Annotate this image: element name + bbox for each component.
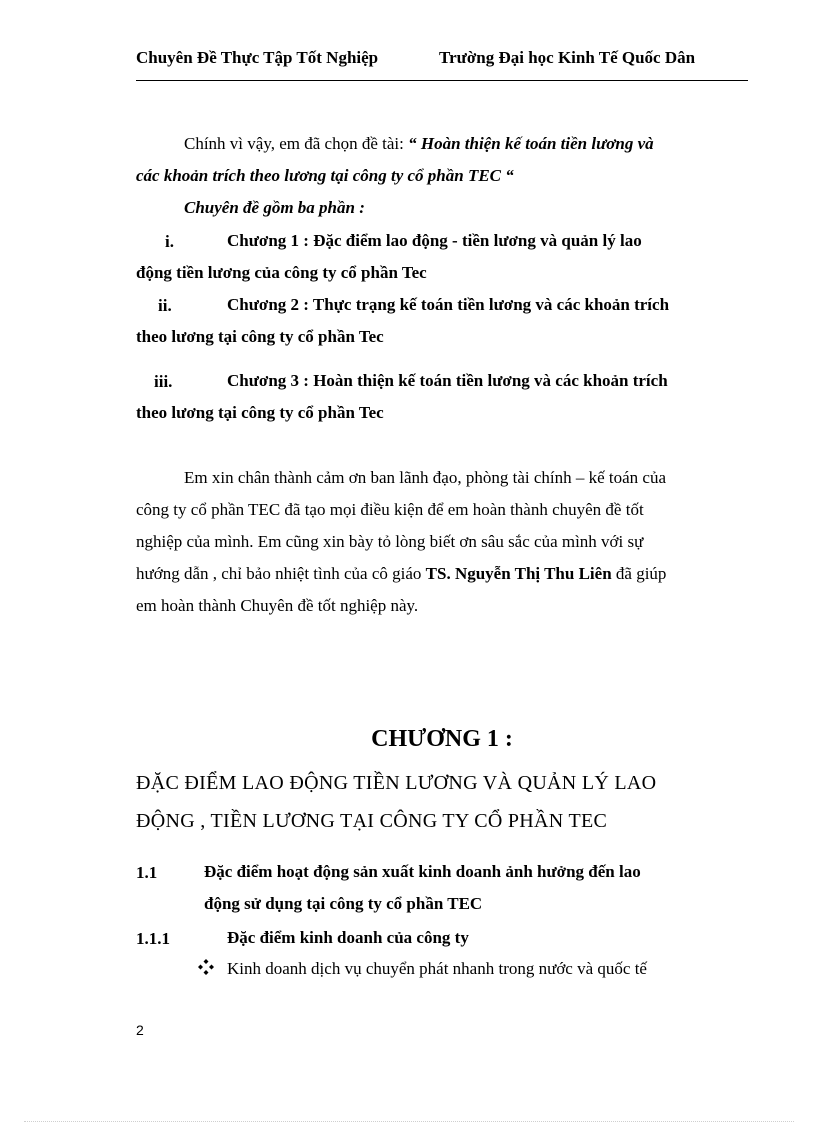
intro-lead: Chính vì vậy, em đã chọn đề tài: — [184, 134, 409, 153]
bullet-text: Kinh doanh dịch vụ chuyển phát nhanh trong nước và quốc tế — [227, 959, 647, 978]
header-left: Chuyên Đề Thực Tập Tốt Nghiệp — [136, 48, 379, 67]
thanks-line-1: Em xin chân thành cảm ơn ban lãnh đạo, phòng tài chính – kế toán của — [184, 468, 667, 487]
section-1-1-number: 1.1 — [136, 863, 158, 882]
chapter-subtitle-line-1: ĐẶC ĐIỂM LAO ĐỘNG TIỀN LƯƠNG VÀ QUẢN LÝ LAO — [136, 772, 657, 794]
part-1-line-1: Chương 1 : Đặc điểm lao động - tiền lương và quản lý lao — [227, 231, 642, 250]
section-1-1-line-2: động sử dụng tại công ty cổ phần TEC — [204, 894, 483, 913]
section-1-1-1-heading: Đặc điểm kinh doanh của công ty — [227, 928, 469, 947]
chapter-subtitle-line-2: ĐỘNG , TIỀN LƯƠNG TẠI CÔNG TY CỔ PHẦN TEC — [136, 810, 608, 832]
part-1-numeral: i. — [165, 232, 174, 251]
thanks-paragraph — [136, 462, 739, 622]
part-1-line-2: động tiền lương của công ty cổ phần Tec — [136, 263, 427, 282]
advisor-name: TS. Nguyễn Thị Thu Liên — [425, 564, 612, 583]
chapter-title: CHƯƠNG 1 : — [371, 726, 513, 752]
part-3-item — [136, 365, 739, 429]
thanks-line-4 — [136, 558, 739, 590]
section-1-1-1-number: 1.1.1 — [136, 929, 170, 948]
thanks-line-2: công ty cổ phần TEC đã tạo mọi điều kiện để em hoàn thành chuyên đề tốt — [136, 500, 644, 519]
thanks-line-4-pre: hướng dẫn , chỉ bảo nhiệt tình của cô giáo — [136, 564, 426, 583]
intro-paragraph — [136, 128, 739, 224]
part-2-line-2: theo lương tại công ty cổ phần Tec — [136, 327, 384, 346]
topic-line-2: các khoản trích theo lương tại công ty cổ phần TEC “ — [136, 166, 514, 185]
section-1-1-heading — [204, 856, 739, 920]
four-diamond-bullet-icon — [198, 959, 214, 980]
part-2-numeral: ii. — [158, 296, 172, 315]
part-3-line-1: Chương 3 : Hoàn thiện kế toán tiền lương và các khoản trích — [227, 371, 668, 390]
page-number: 2 — [136, 1022, 144, 1038]
topic-line-1: “ Hoàn thiện kế toán tiền lương và — [408, 134, 654, 153]
thanks-line-5: em hoàn thành Chuyên đề tốt nghiệp này. — [136, 596, 419, 615]
section-1-1-line-1: Đặc điểm hoạt động sản xuất kinh doanh ảnh hưởng đến lao — [204, 862, 641, 881]
part-3-numeral: iii. — [154, 372, 173, 391]
page-bottom-border — [24, 1121, 794, 1122]
part-2-item — [136, 289, 739, 353]
structure-heading: Chuyên đề gồm ba phần : — [184, 198, 365, 217]
part-1-item — [136, 225, 739, 289]
chapter-subtitle — [136, 764, 739, 840]
part-3-line-2: theo lương tại công ty cổ phần Tec — [136, 403, 384, 422]
thanks-line-4-post: đã giúp — [611, 564, 667, 583]
thanks-line-3: nghiệp của mình. Em cũng xin bày tỏ lòng biết ơn sâu sắc của mình với sự — [136, 532, 644, 551]
header-right: Trường Đại học Kinh Tế Quốc Dân — [439, 48, 696, 67]
header-rule — [136, 80, 748, 81]
part-2-line-1: Chương 2 : Thực trạng kế toán tiền lương và các khoản trích — [227, 295, 670, 314]
